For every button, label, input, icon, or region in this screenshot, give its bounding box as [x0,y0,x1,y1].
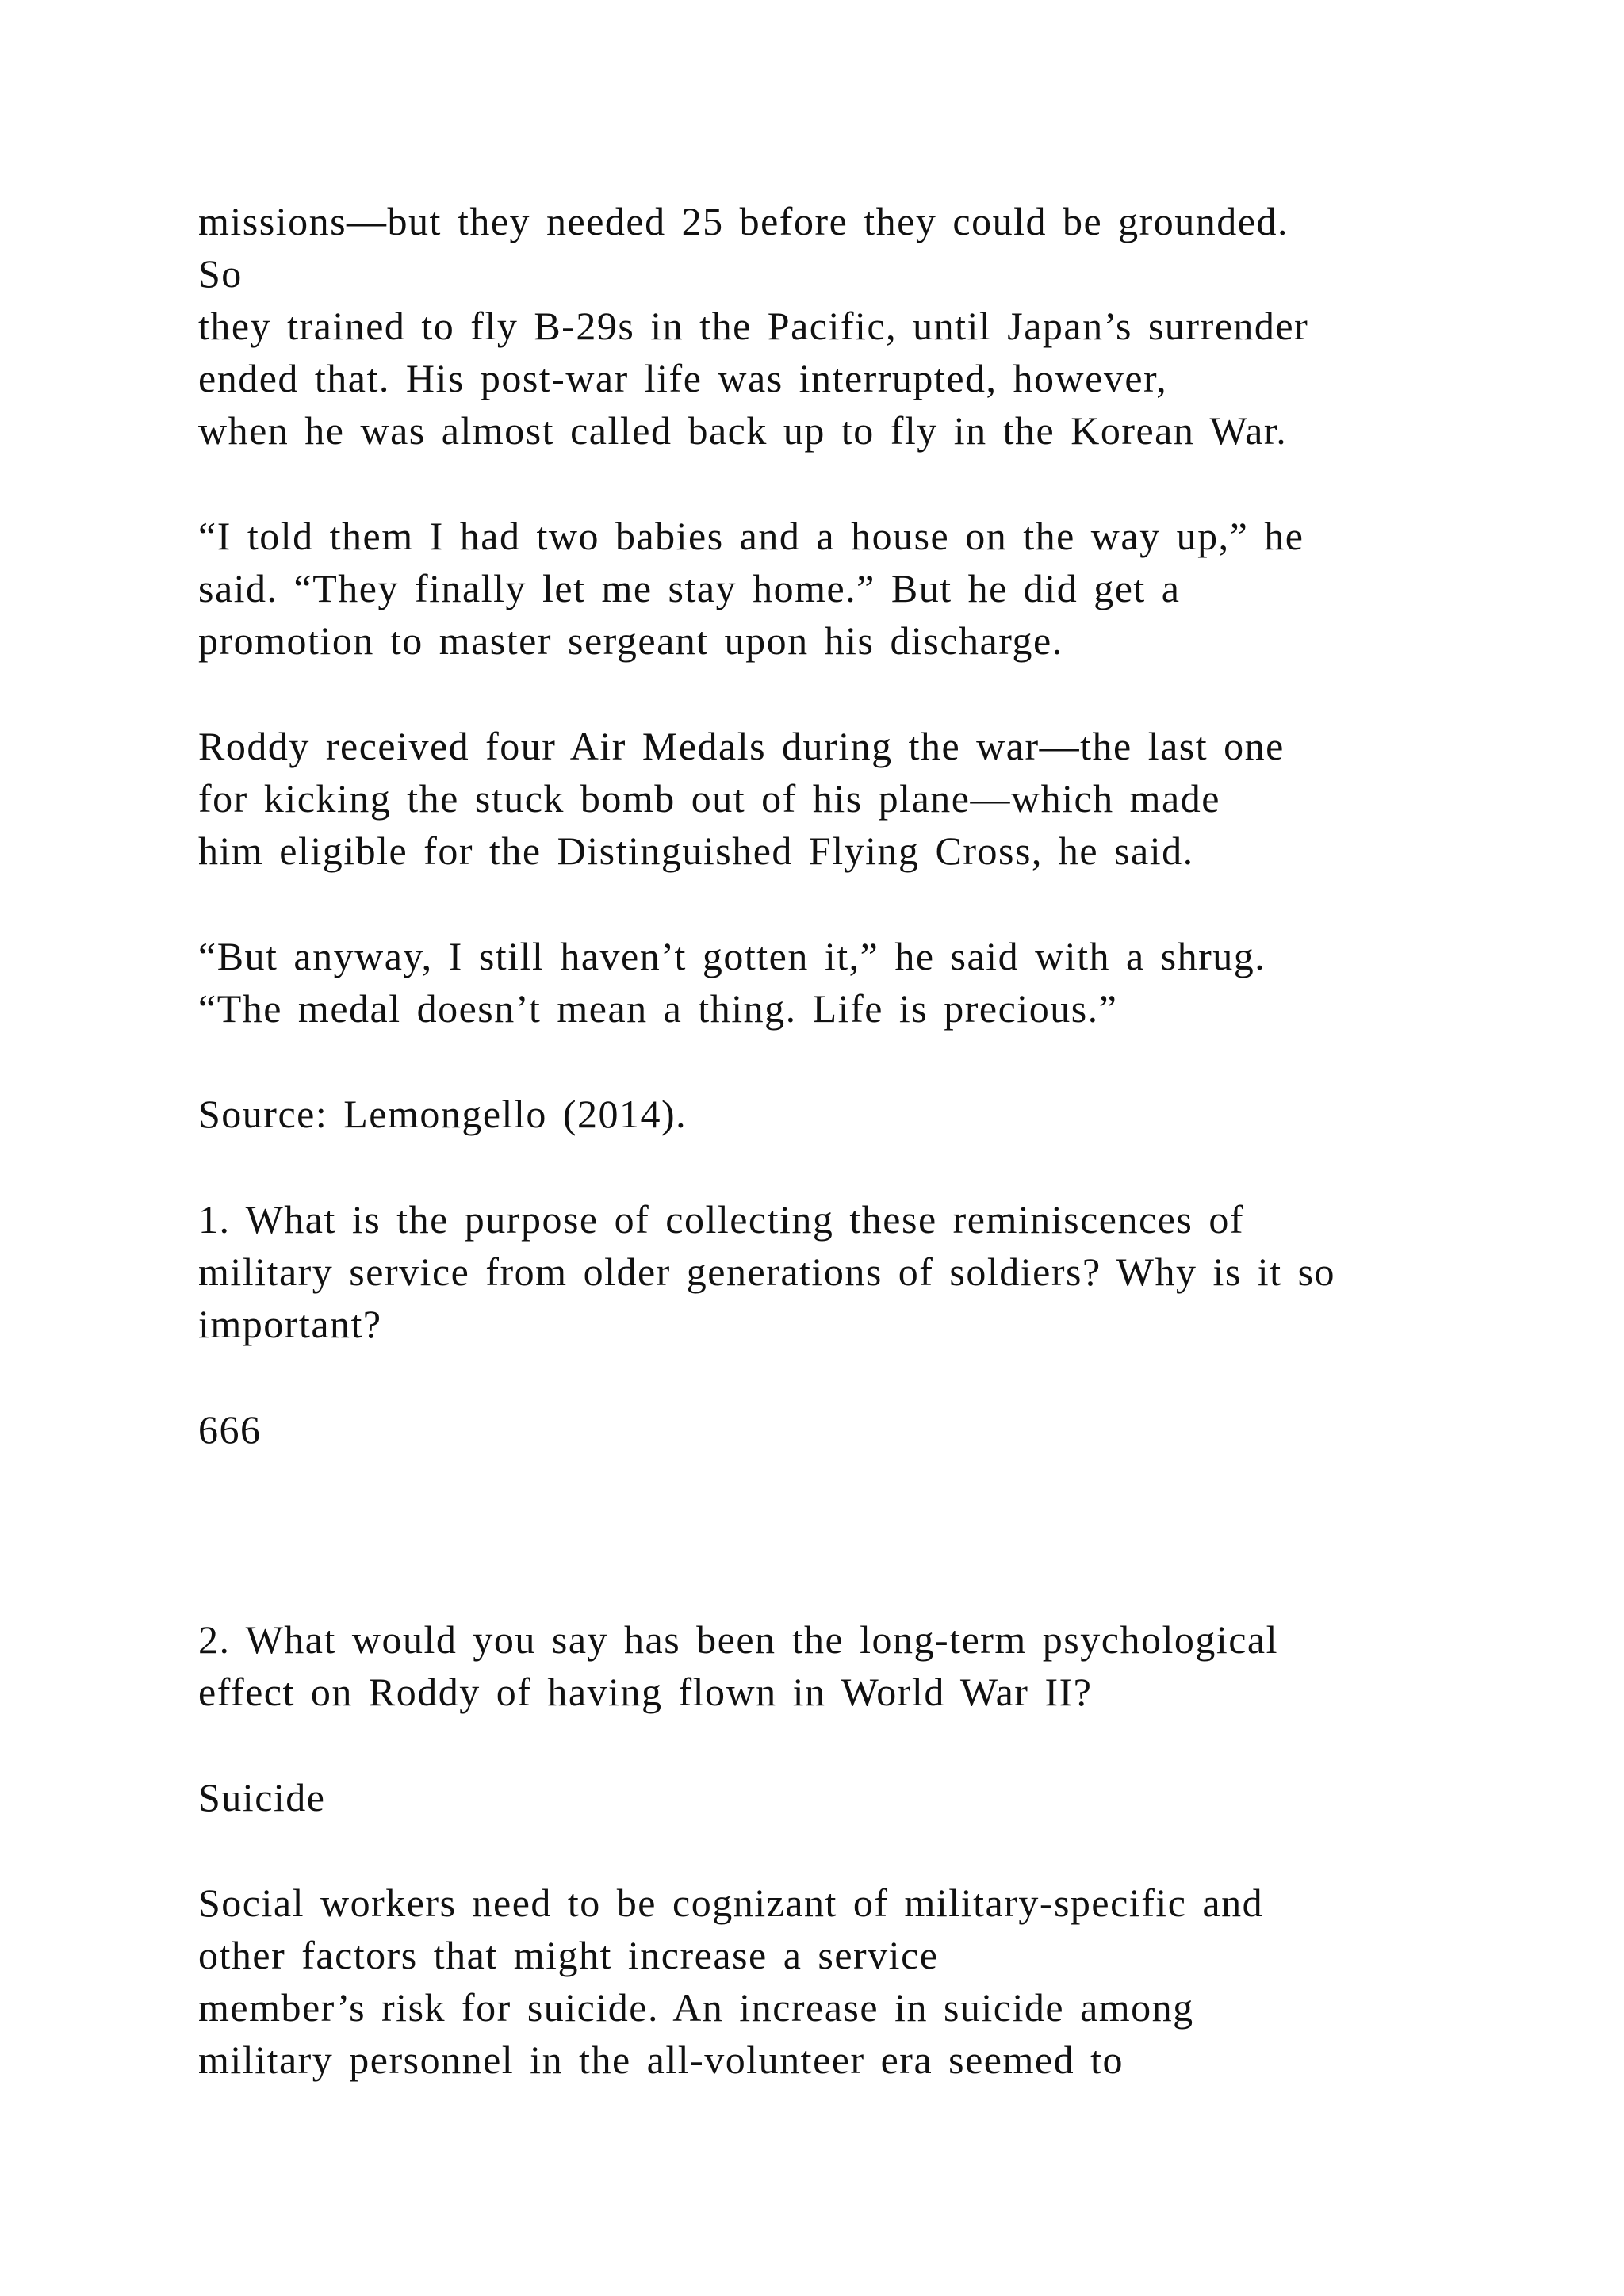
text-line: missions—but they needed 25 before they could be grounded. [198,199,1289,243]
text-line: So [198,251,243,296]
source-citation: Source: Lemongello (2014). [198,1092,688,1136]
section-heading: Suicide [198,1775,326,1820]
page-number: 666 [198,1407,262,1452]
text-line: effect on Roddy of having flown in World War II? [198,1670,1093,1714]
text-line: member’s risk for suicide. An increase in suicide among [198,1985,1194,2030]
text-line: other factors that might increase a service [198,1933,939,1977]
text-line: “I told them I had two babies and a house on the way up,” he [198,514,1304,558]
text-line: him eligible for the Distinguished Flying Cross, he said. [198,828,1194,873]
text-line: said. “They finally let me stay home.” But he did get a [198,566,1181,610]
text-line: “The medal doesn’t mean a thing. Life is precious.” [198,986,1118,1031]
text-line: “But anyway, I still haven’t gotten it,” he said with a shrug. [198,934,1266,978]
question-2: 2. What would you say has been the long-term psychological [198,1617,1279,1662]
text-line: military service from older generations of soldiers? Why is it so [198,1249,1336,1294]
question-1: 1. What is the purpose of collecting these reminiscences of [198,1197,1244,1242]
text-line: promotion to master sergeant upon his discharge. [198,618,1063,663]
text-line: Roddy received four Air Medals during the war—the last one [198,724,1285,768]
text-line: they trained to fly B-29s in the Pacific, until Japan’s surrender [198,304,1309,348]
text-line: Social workers need to be cognizant of military-specific and [198,1881,1264,1925]
text-line: for kicking the stuck bomb out of his plane—which made [198,776,1220,821]
text-line: important? [198,1302,382,1346]
text-line: when he was almost called back up to fly in the Korean War. [198,408,1288,453]
text-line: military personnel in the all-volunteer era seemed to [198,2038,1124,2082]
text-line: ended that. His post-war life was interrupted, however, [198,356,1168,400]
